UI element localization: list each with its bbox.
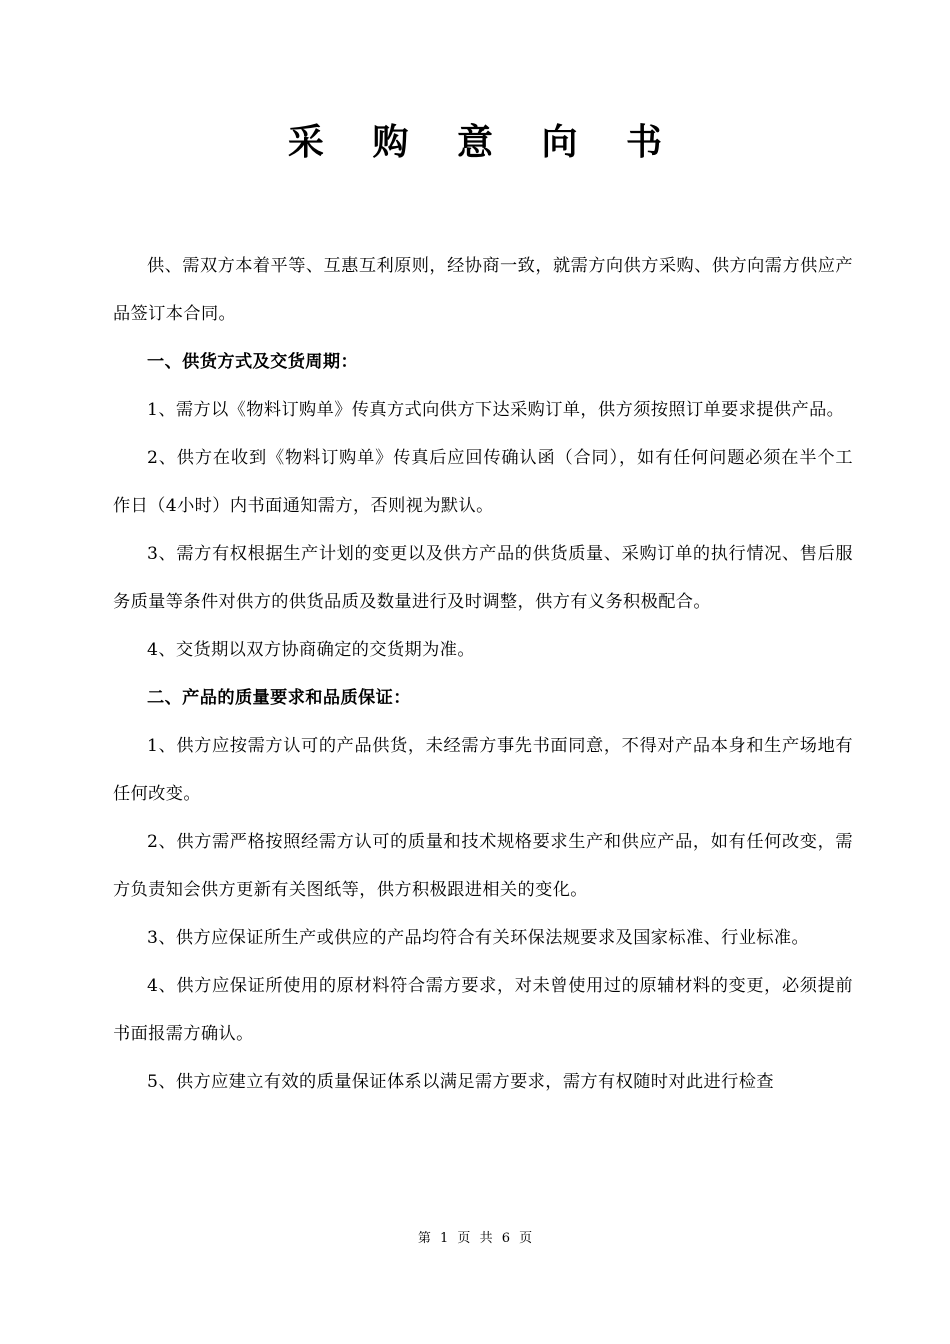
intro-paragraph: 供、需双方本着平等、互惠互利原则，经协商一致，就需方向供方采购、供方向需方供应产品签订本合同。 bbox=[113, 256, 853, 324]
section-heading-supply: 一、供货方式及交货周期： bbox=[147, 352, 359, 372]
section-heading-quality: 二、产品的质量要求和品质保证： bbox=[147, 688, 411, 708]
footer-page-number: 1 bbox=[439, 1231, 449, 1246]
footer-total-word: 共 bbox=[479, 1231, 493, 1246]
clause-paragraph: 5、供方应建立有效的质量保证体系以满足需方要求，需方有权随时对此进行检查 bbox=[147, 1072, 774, 1092]
clause-paragraph: 2、供方需严格按照经需方认可的质量和技术规格要求生产和供应产品，如有任何改变，需方负责知会供方更新有关图纸等，供方积极跟进相关的变化。 bbox=[113, 832, 853, 900]
clause-paragraph: 1、需方以《物料订购单》传真方式向供方下达采购订单，供方须按照订单要求提供产品。 bbox=[147, 400, 845, 420]
clause-paragraph: 4、供方应保证所使用的原材料符合需方要求，对未曾使用过的原辅材料的变更，必须提前书面报需方确认。 bbox=[113, 976, 853, 1044]
document-title: 采 购 意 向 书 bbox=[287, 121, 681, 163]
page-footer bbox=[0, 1228, 950, 1250]
clause-paragraph: 4、交货期以双方协商确定的交货期为准。 bbox=[147, 640, 475, 660]
footer-suffix: 页 bbox=[519, 1231, 533, 1246]
clause-paragraph: 2、供方在收到《物料订购单》传真后应回传确认函（合同），如有任何问题必须在半个工作日（4小时）内书面通知需方，否则视为默认。 bbox=[113, 448, 853, 516]
footer-page-word: 页 bbox=[457, 1231, 471, 1246]
clause-paragraph: 1、供方应按需方认可的产品供货，未经需方事先书面同意，不得对产品本身和生产场地有任何改变。 bbox=[113, 736, 853, 804]
footer-prefix: 第 bbox=[417, 1231, 431, 1246]
clause-paragraph: 3、供方应保证所生产或供应的产品均符合有关环保法规要求及国家标准、行业标准。 bbox=[147, 928, 810, 948]
document-body bbox=[113, 242, 853, 1106]
clause-paragraph: 3、需方有权根据生产计划的变更以及供方产品的供货质量、采购订单的执行情况、售后服务质量等条件对供方的供货品质及数量进行及时调整，供方有义务积极配合。 bbox=[113, 544, 853, 612]
footer-total-pages: 6 bbox=[501, 1231, 510, 1246]
